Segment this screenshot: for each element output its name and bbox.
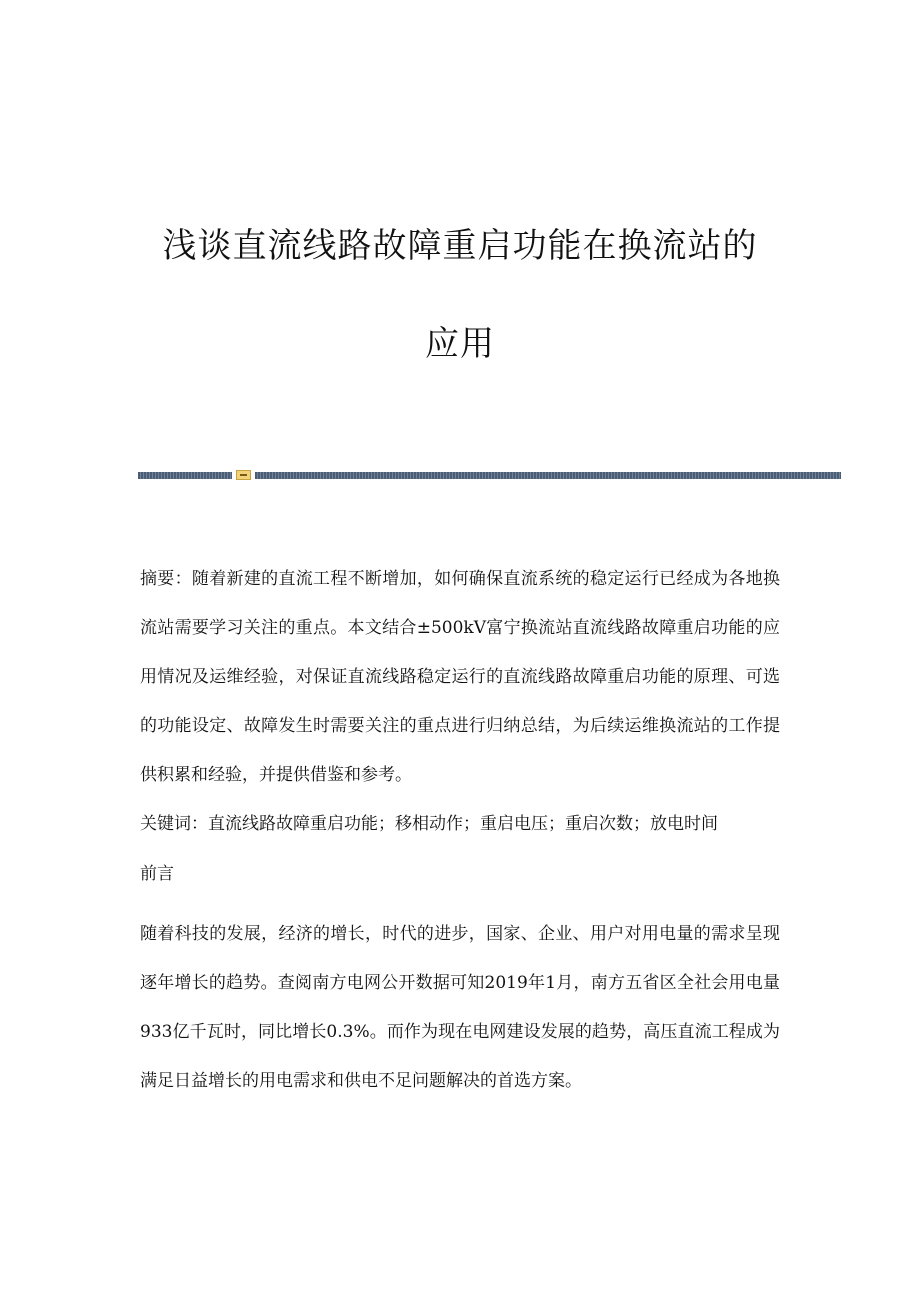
document-title-line-2: 应用 [425,324,495,364]
divider-bar-left [138,472,232,479]
keywords-line: 关键词：直流线路故障重启功能；移相动作；重启电压；重启次数；放电时间 [140,814,718,834]
preface-heading: 前言 [140,864,174,884]
document-title-line-1: 浅谈直流线路故障重启功能在换流站的 [162,226,758,266]
intro-paragraph: 随着科技的发展，经济的增长，时代的进步，国家、企业、用户对用电量的需求呈现逐年增长的趋势。查阅南方电网公开数据可知2019年1月，南方五省区全社会用电量933亿千瓦时，同比增长0.3%。而作为现在电网建设发展的趋势，高压直流工程成为满足日益增长的用电需求和供电不足问题解决的首选方案。 [140,924,780,1091]
abstract-paragraph: 摘要：随着新建的直流工程不断增加，如何确保直流系统的稳定运行已经成为各地换流站需要学习关注的重点。本文结合±500kV富宁换流站直流线路故障重启功能的应用情况及运维经验，对保证直流线路稳定运行的直流线路故障重启功能的原理、可选的功能设定、故障发生时需要关注的重点进行归纳总结，为后续运维换流站的工作提供积累和经验，并提供借鉴和参考。 [140,569,780,785]
divider-bar-right [255,472,841,479]
title-divider [138,470,841,480]
divider-ornament-icon [236,470,251,480]
